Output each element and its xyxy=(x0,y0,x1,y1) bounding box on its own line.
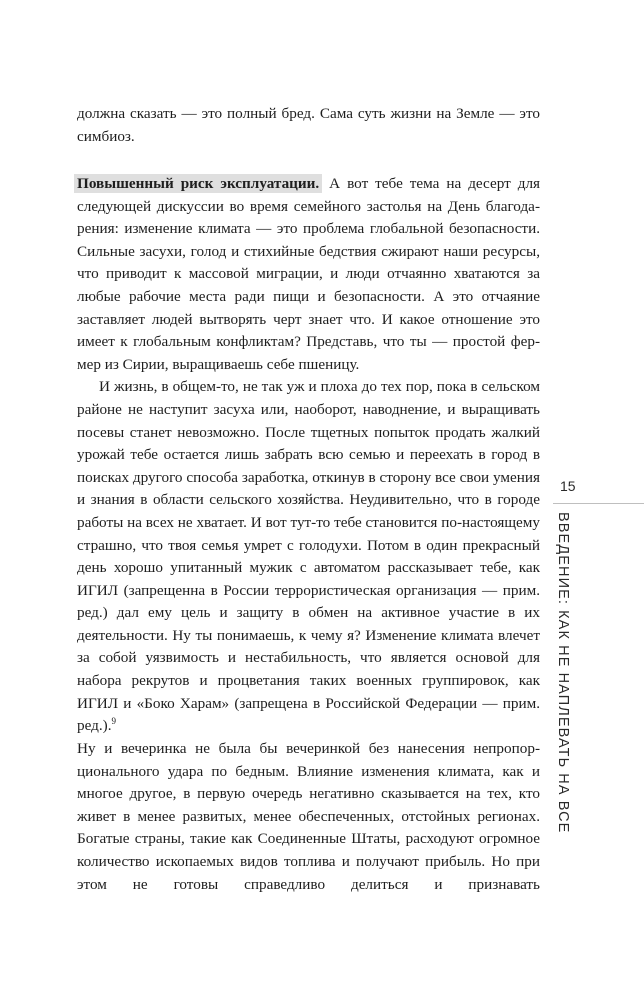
paragraph-2 xyxy=(77,173,540,376)
page-number: 15 xyxy=(560,478,576,494)
paragraph-3-text: И жизнь, в общем-то, не так уж и плоха до тех пор, пока в сельском районе не наступит засуха или, наоборот, наводнение, и выращивать посевы станет невозможно. После тщетных попыток продать жалкий урожай тебе остается лишь забрать всю семью и переехать в город в поисках другого способа заработка, откинув в сторону все свои умения и знания в области сельского хозяйства. Неудивительно, что в городе работы на всех не хватает. И вот тут-то тебе становится по-настоящему страшно, что твоя семья умрет с голодухи. Потом в один прекрасный день хорошо упитанный мужик с автоматом рассказывает тебе, как ИГИЛ (запрещенна в России террористическая организация — прим. ред.) дал ему цель и защиту в обмен на активное участие в их деятельности. Ну ты понимаешь, к чему я? Изменение климата влечет за собой уязвимость и нестабильность, что является основой для набора рекрутов и процветания таких военных группировок, как ИГИЛ и «Боко Харам» (запрещена в Российской Федерации — прим. ред.). xyxy=(77,378,540,735)
paragraph-continuation xyxy=(77,103,540,148)
running-head: ВВЕДЕНИЕ: КАК НЕ НАПЛЕВАТЬ НА ВСЕ xyxy=(555,512,571,834)
margin-divider xyxy=(553,503,644,504)
section-heading-highlight: Повышенный риск эксплуатации. xyxy=(74,174,322,193)
paragraph-block xyxy=(77,738,540,896)
paragraph-3 xyxy=(77,376,540,738)
section-exploitation xyxy=(77,173,540,738)
paragraph-1: должна сказать — это полный бред. Сама суть жизни на Земле — это симбиоз. xyxy=(77,105,540,145)
paragraph-2-text: А вот тебе тема на десерт для следующей дискуссии во время семейного застолья на День благодарения: изменение климата — это проблема глобальной безопасности. Сильные засухи, голод и стихийные бедствия сжирают наши ресурсы, что приводит к массовой миграции, и люди отчаянно хватаются за любые рабочие места ради пищи и безопасности. А это отчаяние заставляет людей вытворять черт знает что. И какое отношение это имеет к глобальным конфликтам? Представь, что ты — простой фермер из Сирии, выращиваешь себе пшеницу. xyxy=(77,175,541,373)
paragraph-4: Ну и вечеринка не была бы вечеринкой без нанесения непропорционального удара по бедным. Влияние изменения климата, как и многое другое, в первую очередь негативно сказывается на тех, кто живет в менее развитых, менее обеспеченных, отстойных регионах. Богатые страны, такие как Соединенные Штаты, расходуют огромное количество ископаемых видов топлива и получают прибыль. Но при этом не готовы справедливо делиться и признавать xyxy=(77,740,540,893)
footnote-marker[interactable]: 9 xyxy=(111,716,117,727)
